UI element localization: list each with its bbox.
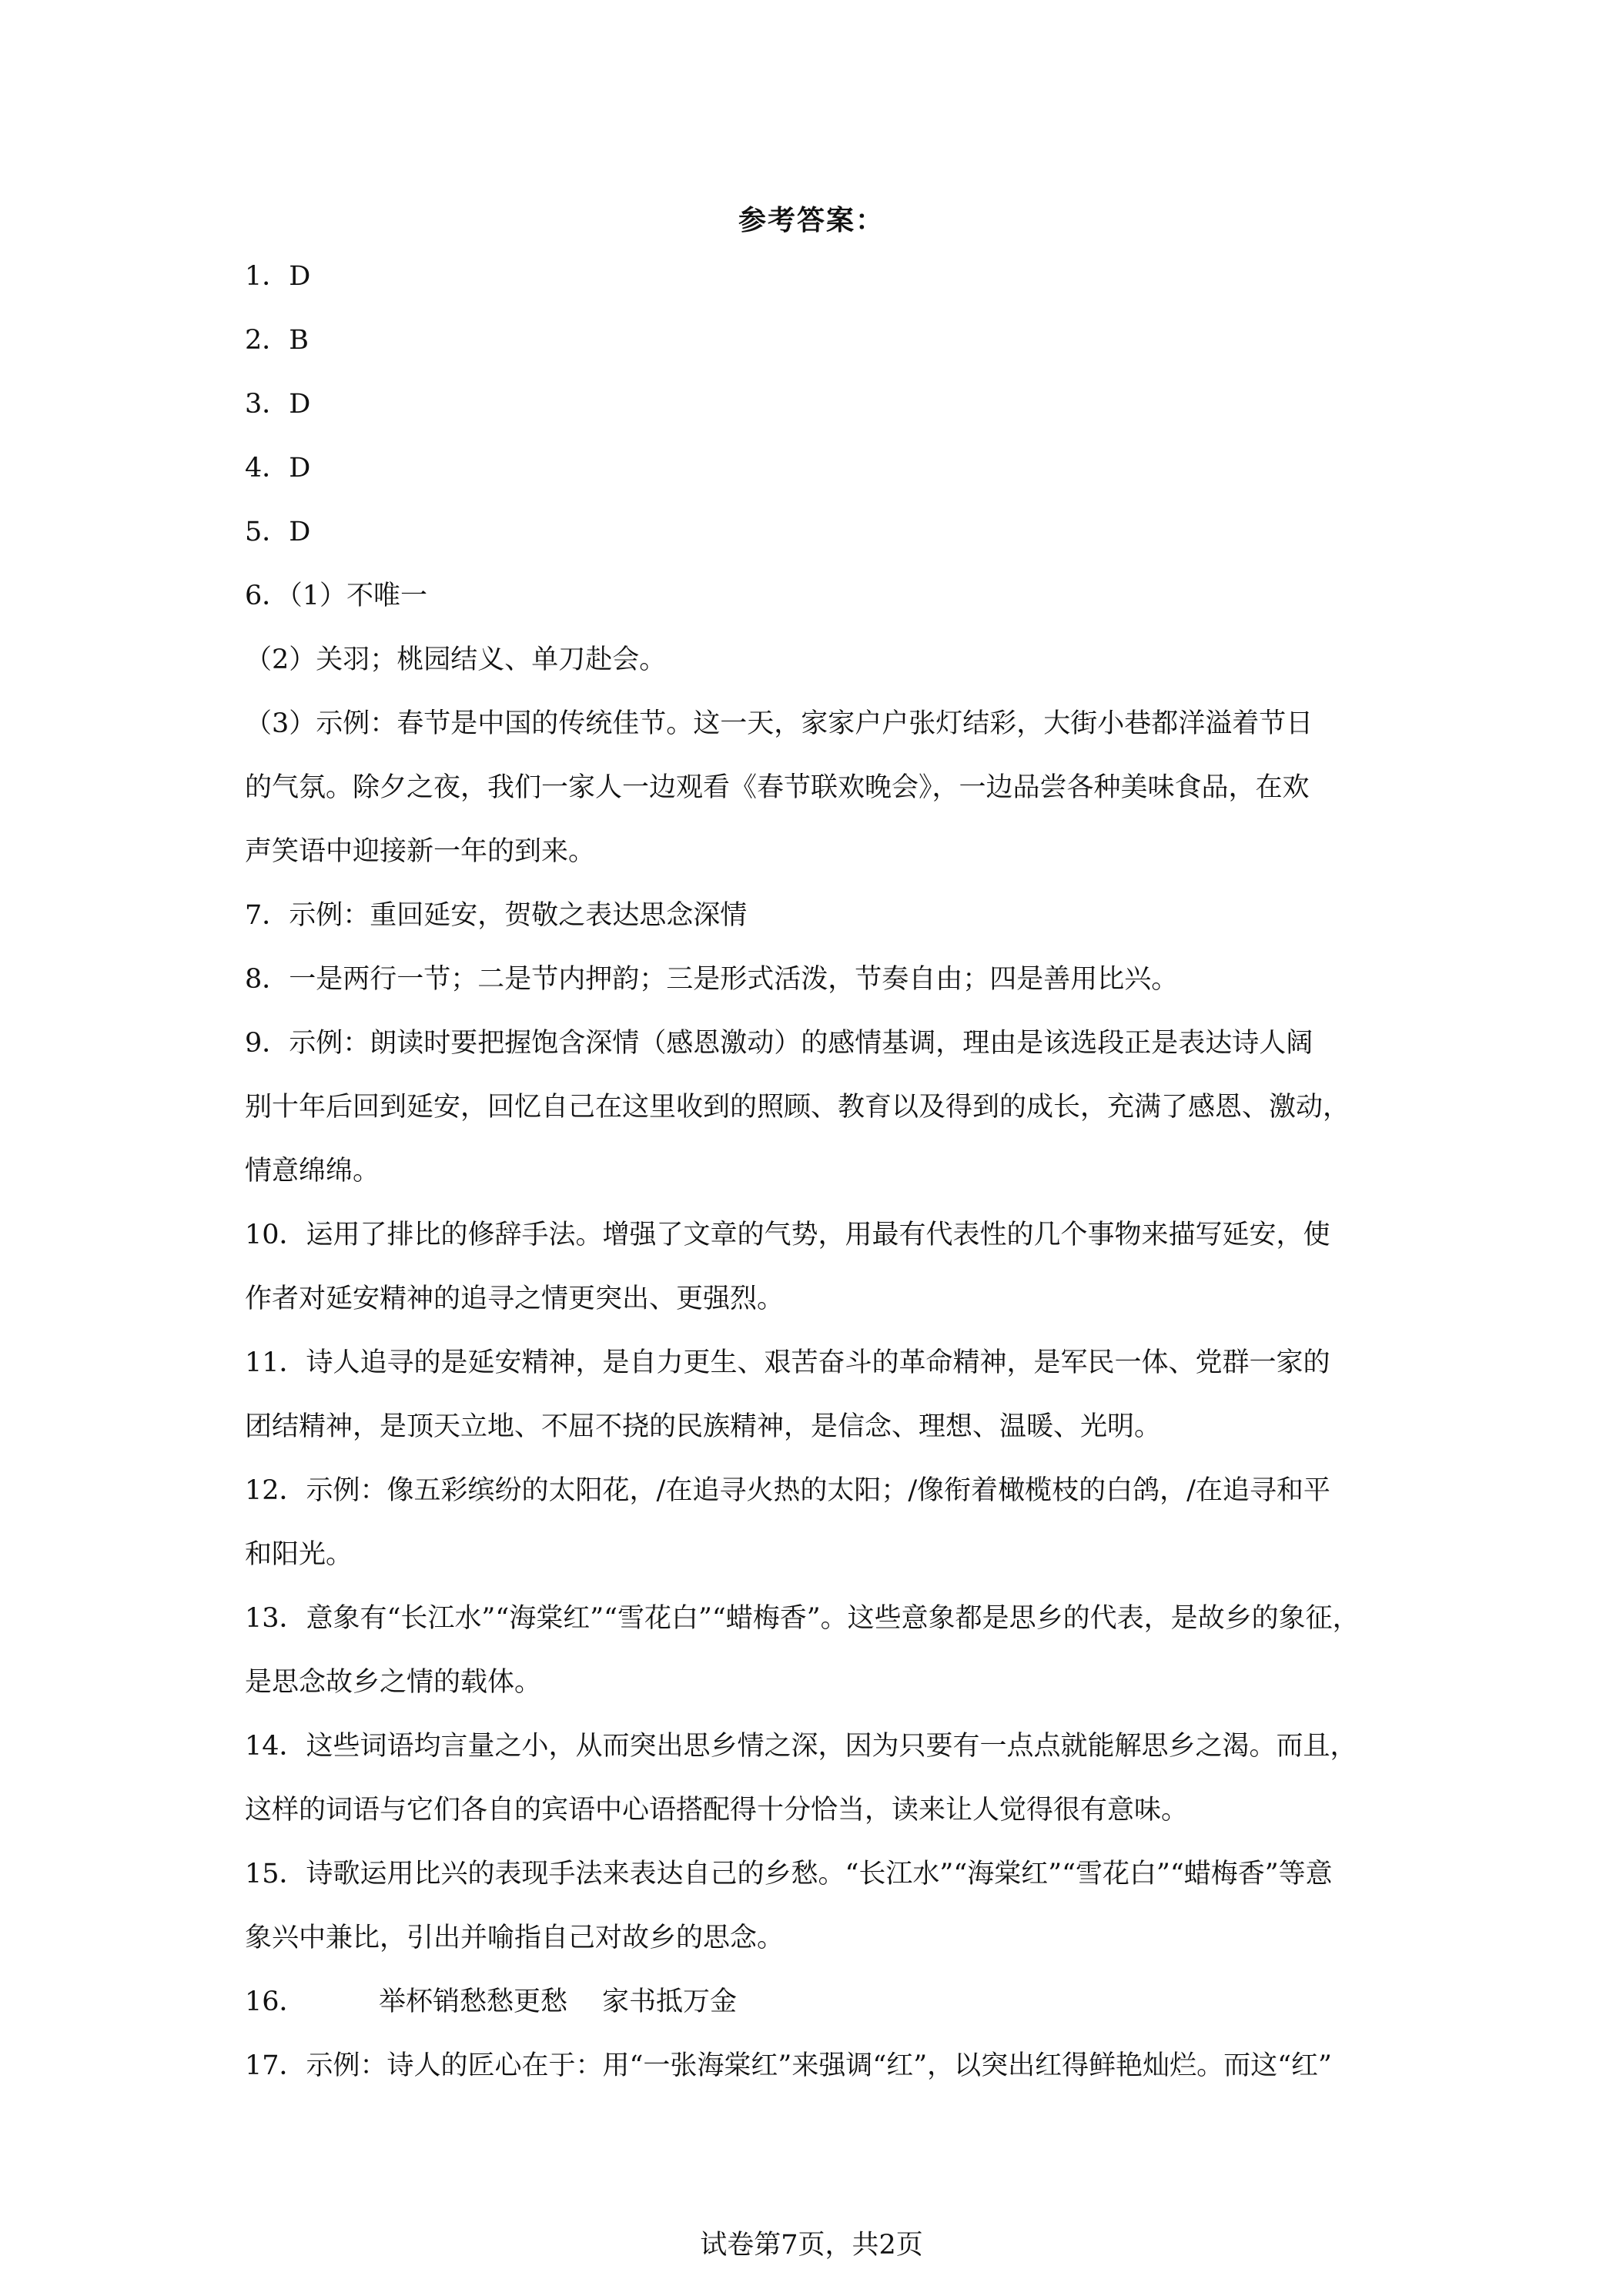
answer-16-number: 16． bbox=[245, 1986, 306, 2017]
answer-line: （3）示例：春节是中国的传统佳节。这一天，家家户户张灯结彩，大街小巷都洋溢着节日 bbox=[245, 708, 1313, 739]
answer-line: 别十年后回到延安，回忆自己在这里收到的照顾、教育以及得到的成长，充满了感恩、激动， bbox=[245, 1092, 1350, 1123]
answer-16 bbox=[245, 1970, 1392, 2034]
answer-line: 2．B bbox=[245, 325, 309, 356]
page-footer: 试卷第7页，共2页 bbox=[700, 2230, 923, 2261]
answer-16-blank-1: 举杯销愁愁更愁 bbox=[379, 1986, 568, 2017]
answer-line: 6．（1）不唯一 bbox=[245, 581, 428, 611]
answer-line: 17．示例：诗人的匠心在于：用“一张海棠红”来强调“红”，以突出红得鲜艳灿烂。而这“红” bbox=[245, 2050, 1332, 2081]
answer-line: 是思念故乡之情的载体。 bbox=[245, 1667, 542, 1698]
answer-line: 15．诗歌运用比兴的表现手法来表达自己的乡愁。“长江水”“海棠红”“雪花白”“蜡梅香”等意 bbox=[245, 1859, 1333, 1889]
answer-line: 作者对延安精神的追寻之情更突出、更强烈。 bbox=[245, 1284, 785, 1314]
answer-line: 团结精神，是顶天立地、不屈不挠的民族精神，是信念、理想、温暖、光明。 bbox=[245, 1411, 1162, 1442]
answer-line: 14．这些词语均言量之小，从而突出思乡情之深，因为只要有一点点就能解思乡之渴。而且， bbox=[245, 1731, 1357, 1762]
answer-line: 7．示例：重回延安，贺敬之表达思念深情 bbox=[245, 900, 748, 931]
answer-list bbox=[245, 245, 1392, 2098]
answer-line: 情意绵绵。 bbox=[245, 1156, 380, 1186]
answer-16-blank-2: 家书抵万金 bbox=[602, 1986, 738, 2017]
answer-line: 和阳光。 bbox=[245, 1539, 353, 1570]
answer-line: 这样的词语与它们各自的宾语中心语搭配得十分恰当，读来让人觉得很有意味。 bbox=[245, 1795, 1189, 1826]
answer-line: 的气氛。除夕之夜，我们一家人一边观看《春节联欢晚会》，一边品尝各种美味食品，在欢 bbox=[245, 772, 1310, 803]
answer-line: 5．D bbox=[245, 517, 311, 547]
answer-line: （2）关羽；桃园结义、单刀赴会。 bbox=[245, 644, 667, 675]
answer-line: 8．一是两行一节；二是节内押韵；三是形式活泼，节奏自由；四是善用比兴。 bbox=[245, 964, 1179, 995]
page-title: 参考答案： bbox=[738, 205, 885, 236]
answer-line: 11．诗人追寻的是延安精神，是自力更生、艰苦奋斗的革命精神，是军民一体、党群一家的 bbox=[245, 1347, 1330, 1378]
answer-line: 10．运用了排比的修辞手法。增强了文章的气势，用最有代表性的几个事物来描写延安，使 bbox=[245, 1220, 1330, 1250]
answer-line: 声笑语中迎接新一年的到来。 bbox=[245, 836, 596, 867]
answer-line: 1．D bbox=[245, 261, 311, 292]
answer-line: 4．D bbox=[245, 453, 311, 484]
answer-line: 13．意象有“长江水”“海棠红”“雪花白”“蜡梅香”。这些意象都是思乡的代表，是故乡的象征， bbox=[245, 1603, 1360, 1634]
answer-line: 象兴中兼比，引出并喻指自己对故乡的思念。 bbox=[245, 1923, 785, 1953]
answer-line: 12．示例：像五彩缤纷的太阳花，/在追寻火热的太阳；/像衔着橄榄枝的白鸽，/在追寻和平 bbox=[245, 1475, 1330, 1506]
answer-line: 9．示例：朗读时要把握饱含深情（感恩激动）的感情基调，理由是该选段正是表达诗人阔 bbox=[245, 1028, 1313, 1059]
answer-line: 3．D bbox=[245, 389, 311, 420]
